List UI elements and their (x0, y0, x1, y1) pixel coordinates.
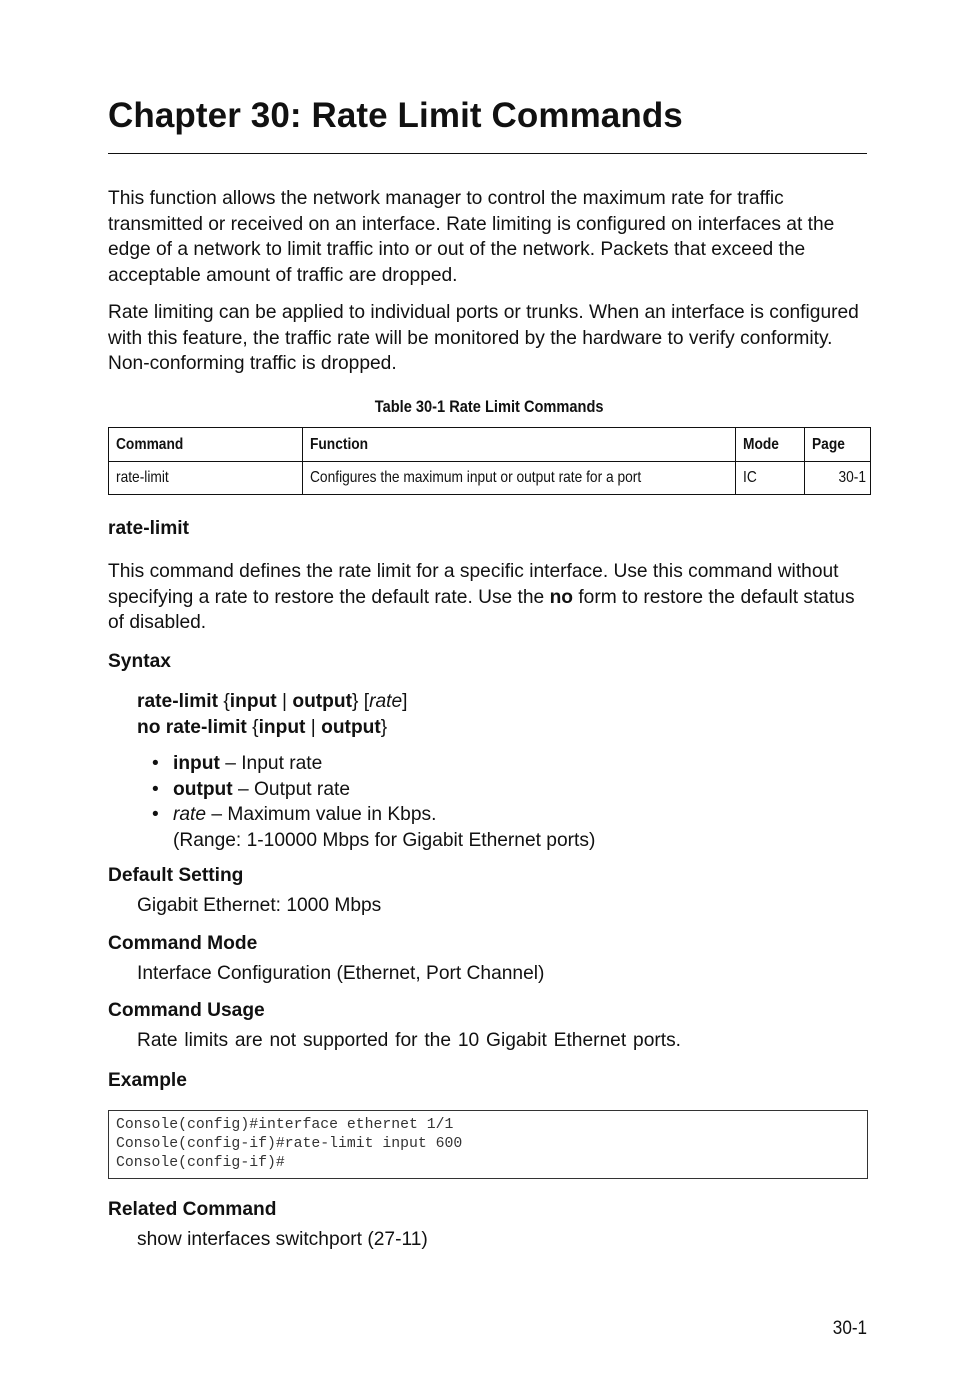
table-header-row (109, 428, 871, 462)
intro-paragraph-1: This function allows the network manager to control the maximum rate for traffic transmitted or received on an interface. Rate limiting is configured on interfaces at the edge of a network to limit traffic into or out of the network. Packets that exceed the acceptable amount of traffic are dropped. (108, 188, 835, 286)
default-setting-text: Gigabit Ethernet: 1000 Mbps (137, 895, 382, 916)
table-cell-function: Configures the maximum input or output rate for a port (303, 462, 736, 495)
table-cell-mode: IC (736, 462, 805, 495)
bullet-icon: • (152, 804, 159, 825)
description-no-keyword: no (549, 586, 574, 608)
related-command-text: show interfaces switchport (27-11) (137, 1229, 428, 1250)
table-cell-page: 30-1 (805, 462, 871, 495)
list-item: • rate – Maximum value in Kbps. (Range: 1-10000 Mbps for Gigabit Ethernet ports) (152, 804, 596, 851)
commands-table (108, 427, 871, 495)
syntax-line-2: no rate-limit {input | output} (137, 717, 388, 738)
command-mode-heading: Command Mode (108, 933, 258, 954)
example-code-block (108, 1110, 868, 1179)
description-text: form to restore the default status of disabled. (108, 586, 855, 633)
code-line: Console(config)#interface ethernet 1/1 (116, 1117, 454, 1133)
command-heading: rate-limit (108, 518, 190, 539)
table-header-mode: Mode (736, 428, 805, 462)
bullet-icon: • (152, 778, 159, 800)
list-item: • output – Output rate (152, 777, 595, 803)
default-setting-heading: Default Setting (108, 865, 244, 886)
command-description (108, 559, 863, 636)
syntax-heading: Syntax (108, 651, 171, 672)
table-cell-command: rate-limit (109, 462, 303, 495)
syntax-line-1: rate-limit {input | output} [rate] (137, 691, 408, 712)
intro-paragraph-2: Rate limiting can be applied to individual ports or trunks. When an interface is configured with this feature, the traffic rate will be monitored by the hardware to verify conformity. Non-conforming traffic is dropped. (108, 302, 859, 374)
table-caption: Table 30-1 Rate Limit Commands (374, 397, 604, 416)
title-divider (108, 153, 867, 154)
bullet-icon: • (152, 753, 159, 774)
list-item: • input – Input rate (152, 751, 595, 777)
table-header-function: Function (303, 428, 736, 462)
table-header-page: Page (805, 428, 871, 462)
parameter-list (152, 751, 595, 853)
code-line: Console(config-if)#rate-limit input 600 (116, 1136, 463, 1152)
command-mode-text: Interface Configuration (Ethernet, Port Channel) (137, 963, 545, 984)
code-line: Console(config-if)# (116, 1155, 285, 1171)
command-usage-heading: Command Usage (108, 1000, 265, 1021)
chapter-title: Chapter 30: Rate Limit Commands (108, 96, 683, 135)
table-header-command: Command (109, 428, 303, 462)
related-command-heading: Related Command (108, 1199, 277, 1220)
syntax-block (137, 689, 408, 741)
table-row (109, 462, 871, 495)
example-heading: Example (108, 1070, 187, 1091)
page-number: 30-1 (832, 1318, 868, 1339)
command-usage-text: Rate limits are not supported for the 10 Gigabit Ethernet ports. (137, 1030, 682, 1051)
description-text: This command defines the rate limit for a specific interface. Use this command without specifying a rate to restore the default rate. Use the (108, 561, 839, 608)
